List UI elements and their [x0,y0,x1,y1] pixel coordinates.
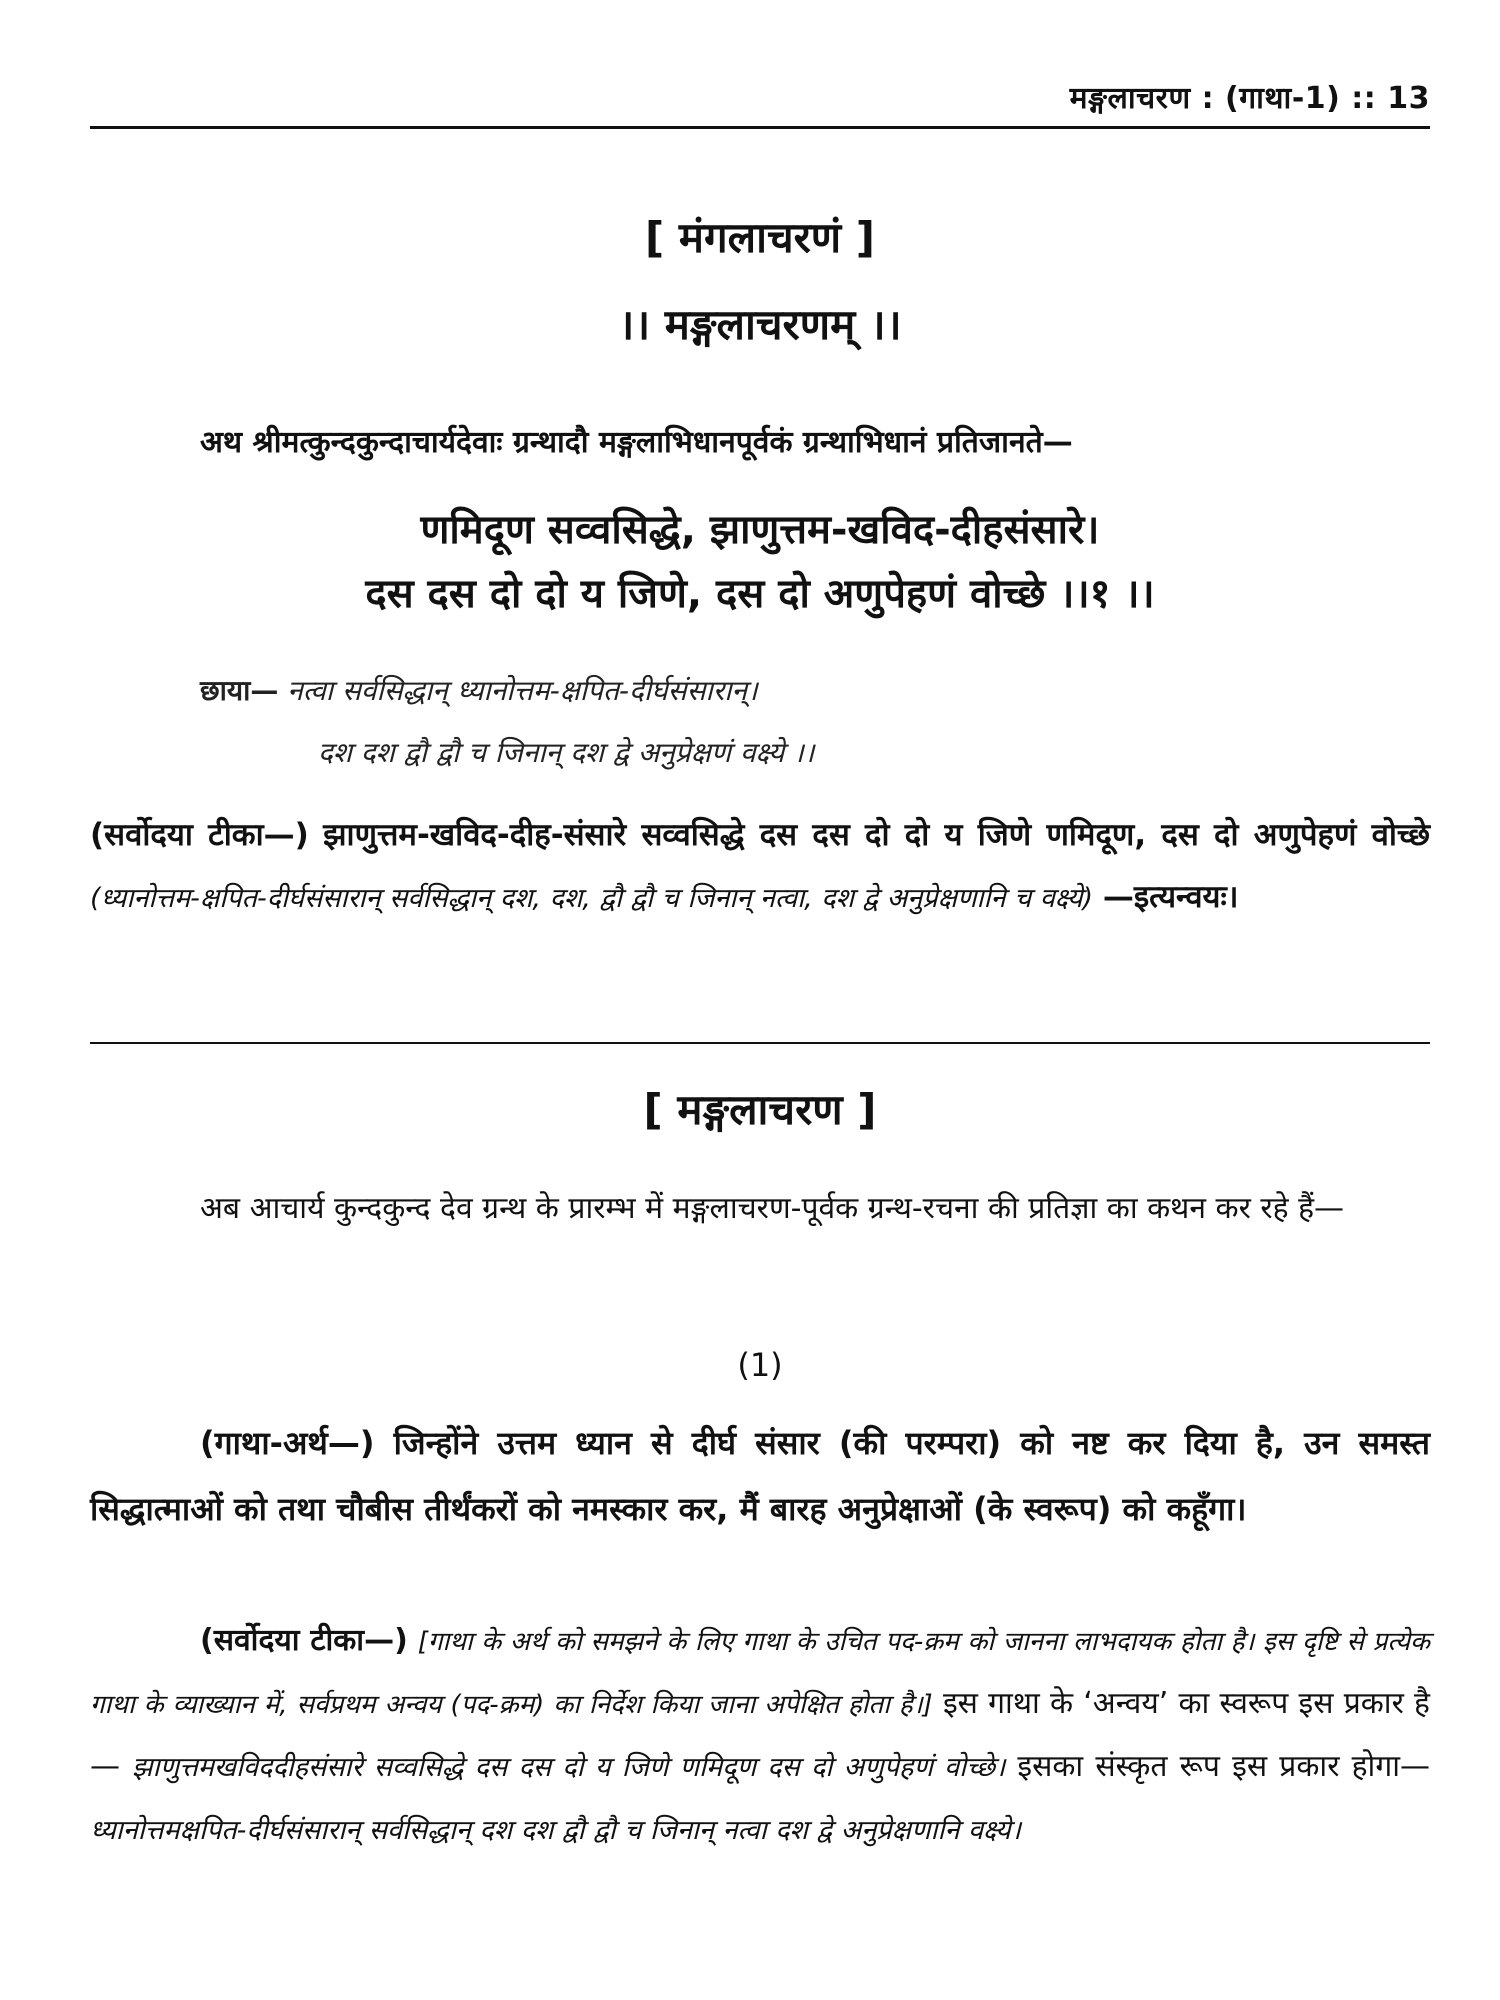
tika2-anvaya: झाणुत्तमखविददीहसंसारे सव्वसिद्धे दस दस दो य जिणे णमिदूण दस दो अणुपेहणं वोच्छे। [132,1752,1006,1783]
header-rule [90,126,1430,129]
intro-line: अथ श्रीमत्कुन्दकुन्दाचार्यदेवाः ग्रन्थादौ मङ्गलाभिधानपूर्वकं ग्रन्थाभिधानं प्रतिजानते— [200,425,1073,460]
chaya-text-1: नत्वा सर्वसिद्धान् ध्यानोत्तम-क्षपित-दीर्घसंसारान्। [287,674,758,707]
tika2-sanskrit: ध्यानोत्तमक्षपित-दीर्घसंसारान् सर्वसिद्धान् दश दश द्वौ द्वौ च जिनान् नत्वा दश द्वे अनुप्रेक्षणानि वक्ष्ये। [90,1815,1021,1846]
tika2-label: (सर्वोदया टीका—) [200,1623,408,1658]
tika-end: —इत्यन्वयः। [1102,879,1239,915]
gatha-number: (1) [737,1346,783,1384]
tika-anvaya: झाणुत्तम-खविद-दीह-संसारे सव्वसिद्धे दस दस दो दो य जिणे णमिदूण, दस दो अणुपेहणं वोच्छे [323,817,1431,853]
heading-mangalacharanam: ।। मङ्गलाचरणम् ।। [618,300,902,349]
gatha-artha: (गाथा-अर्थ—) जिन्होंने उत्तम ध्यान से दीर्घ संसार (की परम्परा) को नष्ट कर दिया है, उन समस्त सिद्धात्माओं को तथा चौबीस तीर्थंकरों को नमस्कार कर, मैं बारह अनुप्रेक्षाओं (के स्वरूप) को कहूँगा। [90,1424,1430,1528]
verse-line-1: णमिदूण सव्वसिद्धे, झाणुत्तम-खविद-दीहसंसारे। [420,507,1100,553]
tika-sanskrit: (ध्यानोत्तम-क्षपित-दीर्घसंसारान् सर्वसिद्धान् दश, दश, द्वौ द्वौ च जिनान् नत्वा, दश द्वे अनुप्रेक्षणानि च वक्ष्ये) [90,883,1093,914]
verse-line-2: दस दस दो दो य जिणे, दस दो अणुपेहणं वोच्छे ।।१ ।। [365,571,1155,617]
sanskrit-tika [90,804,1430,930]
chaya-line-1 [200,660,1430,722]
heading-sanskrit: [ मंगलाचरणं ] [645,213,875,262]
tika-label: (सर्वोदया टीका—) [90,817,309,853]
tika2-text-1: इस गाथा के ‘अन्वय’ का स्वरूप इस प्रकार है— [90,1686,1430,1784]
gatha-verse [90,498,1430,626]
section-divider [90,1042,1430,1044]
hindi-tika [90,1610,1430,1862]
chaya-block [200,660,1430,784]
hindi-intro: अब आचार्य कुन्दकुन्द देव ग्रन्थ के प्रारम्भ में मङ्गलाचरण-पूर्वक ग्रन्थ-रचना की प्रतिज्ञा का कथन कर रहे हैं— [200,1191,1345,1226]
heading-hindi: [ मङ्गलाचरण ] [643,1085,877,1134]
running-head: मङ्गलाचरण : (गाथा-1) :: 13 [1069,81,1430,116]
chaya-label: छाया— [200,674,279,707]
chaya-line-2: दश दश द्वौ द्वौ च जिनान् दश द्वे अनुप्रेक्षणं वक्ष्ये ।। [318,736,815,769]
tika2-text-2: इसका संस्कृत रूप इस प्रकार होगा— [1017,1749,1430,1784]
tika2-note: [गाथा के अर्थ को समझने के लिए गाथा के उचित पद-क्रम को जानना लाभदायक होता है। इस दृष्टि से प्रत्येक गाथा के व्याख्यान में, सर्वप्रथम अन्वय (पद-क्रम) का निर्देश किया जाना अपेक्षित होता है।] [90,1627,1430,1720]
